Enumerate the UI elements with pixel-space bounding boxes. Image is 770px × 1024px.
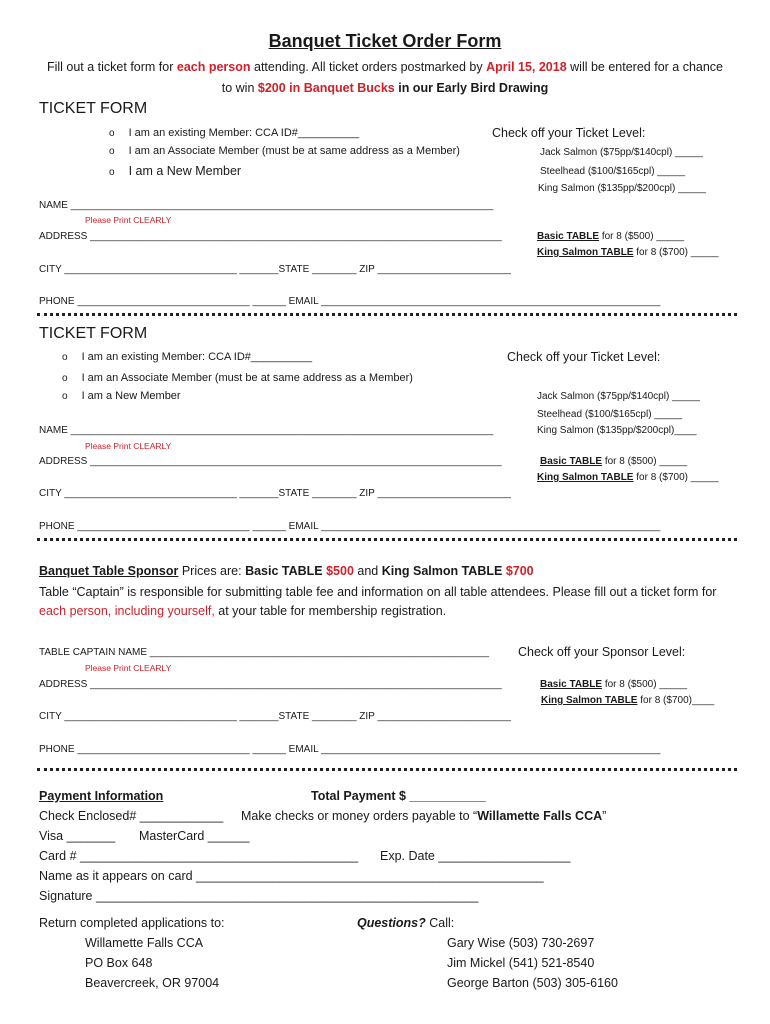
option-member[interactable] <box>109 127 359 139</box>
phone-email-field[interactable]: PHONE _______________________________ ______ EMAIL _____________________________________________________________ <box>39 744 661 755</box>
print-note: Please Print CLEARLY <box>85 663 172 673</box>
intro-text: in our Early Bird Drawing <box>394 81 549 95</box>
table-basic-label: Basic TABLE <box>537 231 600 242</box>
ticket-level-heading: Check off your Ticket Level: <box>507 350 661 364</box>
questions-line <box>357 916 454 930</box>
option-associate[interactable] <box>109 145 460 157</box>
option-label: I am an existing Member: CCA ID#__________ <box>128 127 360 139</box>
table-basic-label: Basic TABLE <box>540 679 603 690</box>
radio-circle-icon[interactable]: o <box>109 167 115 178</box>
mastercard-field[interactable]: MasterCard ______ <box>139 829 250 843</box>
radio-circle-icon[interactable]: o <box>109 146 115 157</box>
intro-line-2 <box>0 81 770 95</box>
city-state-zip-field[interactable]: CITY _______________________________ _______STATE ________ ZIP ________________________ <box>39 488 511 499</box>
payable-to-text <box>241 809 606 823</box>
sponsor-highlight: each person, including yourself, <box>39 604 215 618</box>
contact-2: Jim Mickel (541) 521-8540 <box>447 956 595 970</box>
page-title: Banquet Ticket Order Form <box>268 31 502 51</box>
option-new[interactable] <box>62 390 181 402</box>
level-jack-salmon[interactable]: Jack Salmon ($75pp/$140cpl) _____ <box>537 391 700 402</box>
questions-label: Questions? <box>357 916 426 930</box>
signature-field[interactable]: Signature _______________________________________________________ <box>39 889 479 903</box>
table-basic-label: Basic TABLE <box>540 456 603 467</box>
option-label: I am an Associate Member (must be at same address as a Member) <box>128 145 460 157</box>
table-basic-option[interactable] <box>537 231 684 242</box>
check-enclosed-field[interactable]: Check Enclosed# ____________ <box>39 809 224 823</box>
table-king-price: for 8 ($700) _____ <box>633 472 719 483</box>
city-state-zip-field[interactable]: CITY _______________________________ _______STATE ________ ZIP ________________________ <box>39 711 511 722</box>
option-label: I am a New Member <box>128 164 242 178</box>
table-basic-price: for 8 ($500) _____ <box>602 679 688 690</box>
table-king-option[interactable] <box>537 247 719 258</box>
intro-text: will be entered for a chance <box>566 60 724 74</box>
prices-text: Prices are: <box>178 564 246 578</box>
exp-date-field[interactable]: Exp. Date ___________________ <box>380 849 571 863</box>
option-label: I am an Associate Member (must be at same address as a Member) <box>81 372 413 384</box>
total-payment-field[interactable]: Total Payment $ ___________ <box>311 789 486 803</box>
divider <box>37 538 737 541</box>
sponsor-desc-1: Table “Captain” is responsible for submitting table fee and information on all table attendees. Please fill out a ticket form for <box>39 585 717 599</box>
address-field[interactable]: ADDRESS __________________________________________________________________________ <box>39 456 502 467</box>
table-king-price: for 8 ($700)____ <box>637 695 715 706</box>
phone-email-field[interactable]: PHONE _______________________________ ______ EMAIL _____________________________________________________________ <box>39 296 661 307</box>
print-note: Please Print CLEARLY <box>85 215 172 225</box>
level-jack-salmon[interactable]: Jack Salmon ($75pp/$140cpl) _____ <box>540 147 703 158</box>
level-steelhead[interactable]: Steelhead ($100/$165cpl) _____ <box>540 166 686 177</box>
prices-text: King Salmon TABLE <box>381 564 506 578</box>
name-on-card-field[interactable]: Name as it appears on card __________________________________________________ <box>39 869 544 883</box>
ticket-level-heading: Check off your Ticket Level: <box>492 126 646 140</box>
table-king-price: for 8 ($700) _____ <box>633 247 719 258</box>
divider <box>37 313 737 316</box>
prices-text: and <box>353 564 382 578</box>
phone-email-field[interactable]: PHONE _______________________________ ______ EMAIL _____________________________________________________________ <box>39 521 661 532</box>
card-number-field[interactable]: Card # ________________________________________ <box>39 849 359 863</box>
name-field[interactable]: NAME ____________________________________________________________________________ <box>39 425 494 436</box>
intro-text: to win <box>221 81 258 95</box>
sponsor-text: at your table for membership registration. <box>214 604 447 618</box>
city-state-zip-field[interactable]: CITY _______________________________ _______STATE ________ ZIP ________________________ <box>39 264 511 275</box>
table-basic-price: for 8 ($500) _____ <box>602 456 688 467</box>
return-box: PO Box 648 <box>85 956 153 970</box>
captain-name-field[interactable]: TABLE CAPTAIN NAME _____________________________________________________________ <box>39 647 490 658</box>
print-note: Please Print CLEARLY <box>85 441 172 451</box>
payable-text: ” <box>602 809 607 823</box>
option-new[interactable] <box>109 164 241 178</box>
prices-text: Basic TABLE <box>245 564 327 578</box>
option-member[interactable] <box>62 351 312 363</box>
ticket-form-1-heading: TICKET FORM <box>39 100 148 117</box>
return-org: Willamette Falls CCA <box>85 936 204 950</box>
sponsor-heading: Banquet Table Sponsor <box>39 564 179 578</box>
payment-heading: Payment Information <box>39 789 164 803</box>
address-field[interactable]: ADDRESS __________________________________________________________________________ <box>39 679 502 690</box>
table-basic-price: for 8 ($500) _____ <box>599 231 685 242</box>
return-label: Return completed applications to: <box>39 916 225 930</box>
contact-3: George Barton (503) 305-6160 <box>447 976 618 990</box>
radio-circle-icon[interactable]: o <box>109 128 115 139</box>
table-basic-option[interactable] <box>540 456 687 467</box>
intro-text: attending. All ticket orders postmarked by <box>250 60 487 74</box>
visa-field[interactable]: Visa _______ <box>39 829 116 843</box>
ticket-form-2-heading: TICKET FORM <box>39 325 148 342</box>
sponsor-heading-line <box>39 564 534 578</box>
table-king-label: King Salmon TABLE <box>541 695 638 706</box>
payee-name: Willamette Falls CCA <box>477 809 603 823</box>
king-price: $700 <box>505 564 534 578</box>
table-king-option[interactable] <box>537 472 719 483</box>
table-king-label: King Salmon TABLE <box>537 247 634 258</box>
contact-1: Gary Wise (503) 730-2697 <box>447 936 595 950</box>
intro-highlight: each person <box>176 60 251 74</box>
divider <box>37 768 737 771</box>
questions-call: Call: <box>425 916 455 930</box>
intro-text: Fill out a ticket form for <box>46 60 177 74</box>
level-king-salmon[interactable]: King Salmon ($135pp/$200cpl)____ <box>537 425 697 436</box>
level-king-salmon[interactable]: King Salmon ($135pp/$200cpl) _____ <box>538 183 706 194</box>
return-city: Beavercreek, OR 97004 <box>85 976 220 990</box>
sponsor-desc-2 <box>39 604 446 618</box>
level-steelhead[interactable]: Steelhead ($100/$165cpl) _____ <box>537 409 683 420</box>
deadline-date: April 15, 2018 <box>486 60 567 74</box>
payable-text: Make checks or money orders payable to “ <box>241 809 478 823</box>
radio-circle-icon[interactable]: o <box>62 373 68 384</box>
table-basic-option[interactable] <box>540 679 687 690</box>
name-field[interactable]: NAME ____________________________________________________________________________ <box>39 200 494 211</box>
table-king-option[interactable] <box>541 695 714 706</box>
radio-circle-icon[interactable]: o <box>62 391 68 402</box>
basic-price: $500 <box>326 564 354 578</box>
radio-circle-icon[interactable]: o <box>62 352 68 363</box>
option-associate[interactable] <box>62 372 413 384</box>
option-label: I am a New Member <box>81 390 181 402</box>
table-king-label: King Salmon TABLE <box>537 472 634 483</box>
sponsor-level-heading: Check off your Sponsor Level: <box>518 645 686 659</box>
address-field[interactable]: ADDRESS __________________________________________________________________________ <box>39 231 502 242</box>
prize-text: $200 in Banquet Bucks <box>257 81 395 95</box>
intro-line-1 <box>0 60 770 74</box>
option-label: I am an existing Member: CCA ID#__________ <box>81 351 313 363</box>
